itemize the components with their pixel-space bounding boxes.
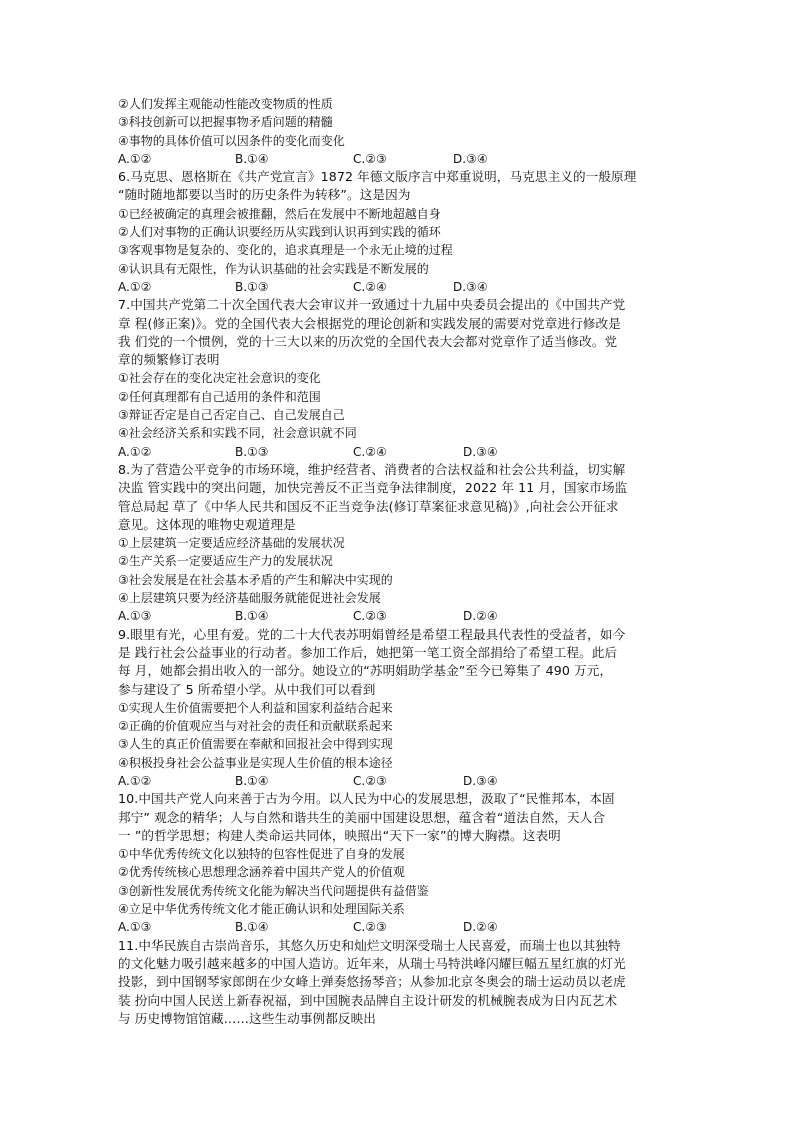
question-5-tail bbox=[118, 95, 684, 168]
question-stem-line: 章的频繁修订表明 bbox=[118, 352, 220, 368]
question-stem-line: 与 历史博物馆馆藏……这些生动事例都反映出 bbox=[118, 1010, 376, 1026]
option-d: D.③④ bbox=[463, 773, 498, 788]
statement-4: ④立足中华优秀传统文化才能正确认识和处理国际关系 bbox=[118, 902, 405, 917]
statement-2: ②优秀传统核心思想理念涵养着中国共产党人的价值观 bbox=[118, 865, 405, 880]
option-d: D.③④ bbox=[453, 151, 488, 166]
question-stem-line: 参与建设了 5 所希望小学。从中我们可以看到 bbox=[118, 681, 376, 697]
option-b: B.①④ bbox=[235, 609, 269, 624]
statement-2: ②正确的价值观应当与对社会的责任和贡献联系起来 bbox=[118, 719, 393, 734]
statement-3: ③辩证否定是自己否定自己、自己发展自己 bbox=[118, 408, 345, 423]
option-b: B.①④ bbox=[235, 151, 269, 166]
answer-options bbox=[118, 443, 684, 461]
question-stem-line: 意见。这体现的唯物史观道理是 bbox=[118, 516, 296, 532]
question-stem-line: 每 月，她都会捐出收入的一部分。她设立的“苏明娟助学基金”至今已筹集了 490 万元， bbox=[118, 663, 613, 679]
question-stem-line: 9.眼里有光，心里有爱。党的二十大代表苏明娟曾经是希望工程最具代表性的受益者，如今 bbox=[118, 626, 626, 642]
question-stem-line: 11.中华民族自古崇尚音乐，其悠久历史和灿烂文明深受瑞士人民喜爱，而瑞士也以其独特 bbox=[118, 937, 621, 953]
statement-3: ③社会发展是在社会基本矛盾的产生和解决中实现的 bbox=[118, 572, 393, 587]
answer-options bbox=[118, 607, 684, 625]
option-d: D.③④ bbox=[463, 444, 498, 459]
option-c: C.②④ bbox=[353, 279, 387, 294]
option-b: B.①③ bbox=[235, 279, 269, 294]
option-c: C.②③ bbox=[353, 609, 387, 624]
option-c: C.②③ bbox=[353, 151, 387, 166]
question-8 bbox=[118, 461, 684, 626]
statement-2: ②人们对事物的正确认识要经历从实践到认识再到实践的循环 bbox=[118, 225, 441, 240]
statement-1: ①上层建筑一定要适应经济基础的发展状况 bbox=[118, 536, 345, 551]
question-stem-line: 投影，到中国钢琴家郎朗在少女峰上弹奏悠扬琴音；从参加北京冬奥会的瑞士运动员以老虎 bbox=[118, 974, 626, 990]
option-a: A.①② bbox=[118, 444, 152, 459]
statement-4: ④社会经济关系和实践不同，社会意识就不同 bbox=[118, 426, 357, 441]
option-a: A.①② bbox=[118, 773, 152, 788]
question-stem-line: 邦宁” 观念的精华；人与自然和谐共生的美丽中国建设思想，蕴含着“道法自然，天人合 bbox=[118, 809, 606, 825]
question-stem-line: 一 ”的哲学思想；构建人类命运共同体，映照出“天下一家”的博大胸襟。这表明 bbox=[118, 827, 561, 843]
question-9 bbox=[118, 626, 684, 791]
statement-2: ②生产关系一定要适应生产力的发展状况 bbox=[118, 554, 333, 569]
statement-2: ②任何真理都有自己适用的条件和范围 bbox=[118, 389, 321, 404]
statement-1: ①中华优秀传统文化以独特的包容性促进了自身的发展 bbox=[118, 847, 405, 862]
exam-content bbox=[118, 95, 684, 1028]
option-b: B.①③ bbox=[235, 444, 269, 459]
answer-options bbox=[118, 278, 684, 296]
option-a: A.①② bbox=[118, 279, 152, 294]
statement-4: ④上层建筑只要为经济基础服务就能促进社会发展 bbox=[118, 591, 381, 606]
question-stem-line: 6.马克思、恩格斯在《共产党宣言》1872 年德文版序言中郑重说明，马克思主义的一般原理 bbox=[118, 169, 637, 185]
question-stem-line: 章 程(修正案)》。党的全国代表大会根据党的理论创新和实践发展的需要对党章进行修改是 bbox=[118, 315, 621, 331]
option-c: C.②③ bbox=[353, 920, 387, 935]
question-stem-line: 是 践行社会公益事业的行动者。参加工作后，她把第一笔工资全部捐给了希望工程。此后 bbox=[118, 644, 618, 660]
answer-options bbox=[118, 150, 684, 168]
question-7 bbox=[118, 296, 684, 461]
question-stem-line: 7.中国共产党第二十次全国代表大会审议并一致通过十九届中央委员会提出的《中国共产党 bbox=[118, 297, 626, 313]
option-d: D.②④ bbox=[463, 609, 498, 624]
option-a: A.①② bbox=[118, 151, 152, 166]
statement-3: ③客观事物是复杂的、变化的，追求真理是一个永无止境的过程 bbox=[118, 243, 453, 258]
question-stem-line: 8.为了营造公平竞争的市场环境，维护经营者、消费者的合法权益和社会公共利益，切实解 bbox=[118, 461, 626, 477]
statement-3: ③人生的真正价值需要在奉献和回报社会中得到实现 bbox=[118, 737, 393, 752]
question-stem-line: 10.中国共产党人向来善于古为今用。以人民为中心的发展思想，汲取了“民惟邦本，本固 bbox=[118, 791, 615, 807]
statement-1: ①社会存在的变化决定社会意识的变化 bbox=[118, 371, 321, 386]
statement-2: ②人们发挥主观能动性能改变物质的性质 bbox=[118, 97, 333, 111]
statement-1: ①实现人生价值需要把个人利益和国家利益结合起来 bbox=[118, 700, 393, 715]
option-b: B.①④ bbox=[235, 773, 269, 788]
question-stem-line: 我 们党的一个惯例，党的十三大以来的历次党的全国代表大会都对党章作了适当修改。党 bbox=[118, 333, 618, 349]
answer-options bbox=[118, 772, 684, 790]
statement-3: ③创新性发展优秀传统文化能为解决当代问题提供有益借鉴 bbox=[118, 883, 429, 898]
option-a: A.①③ bbox=[118, 609, 152, 624]
question-stem-line: 装 扮向中国人民送上新春祝福，到中国腕表品牌自主设计研发的机械腕表成为日内瓦艺术 bbox=[118, 992, 618, 1008]
option-d: D.②④ bbox=[463, 920, 498, 935]
question-stem-line: “随时随地都要以当时的历史条件为转移”。这是因为 bbox=[118, 187, 411, 203]
question-stem-line: 管总局起 草了《中华人民共和国反不正当竞争法(修订草案征求意见稿)》,向社会公开征求 bbox=[118, 498, 619, 514]
question-stem-line: 的文化魅力吸引越来越多的中国人造访。近年来，从瑞士马特洪峰闪耀巨幅五星红旗的灯光 bbox=[118, 955, 626, 971]
statement-1: ①已经被确定的真理会被推翻，然后在发展中不断地超越自身 bbox=[118, 206, 441, 221]
option-d: D.③④ bbox=[453, 279, 488, 294]
option-b: B.①④ bbox=[235, 920, 269, 935]
question-11 bbox=[118, 937, 684, 1028]
statement-4: ④认识具有无限性，作为认识基础的社会实践是不断发展的 bbox=[118, 261, 429, 276]
option-c: C.②④ bbox=[353, 444, 387, 459]
option-a: A.①③ bbox=[118, 920, 152, 935]
answer-options bbox=[118, 918, 684, 936]
statement-4: ④积极投身社会公益事业是实现人生价值的根本途径 bbox=[118, 755, 393, 770]
question-stem-line: 决监 管实践中的突出问题，加快完善反不正当竞争法律制度，2022 年 11 月，国家市场监 bbox=[118, 480, 628, 496]
question-10 bbox=[118, 790, 684, 936]
question-6 bbox=[118, 168, 684, 296]
statement-4: ④事物的具体价值可以因条件的变化而变化 bbox=[118, 133, 345, 148]
option-c: C.②③ bbox=[353, 773, 387, 788]
statement-3: ③科技创新可以把握事物矛盾问题的精髓 bbox=[118, 115, 333, 130]
